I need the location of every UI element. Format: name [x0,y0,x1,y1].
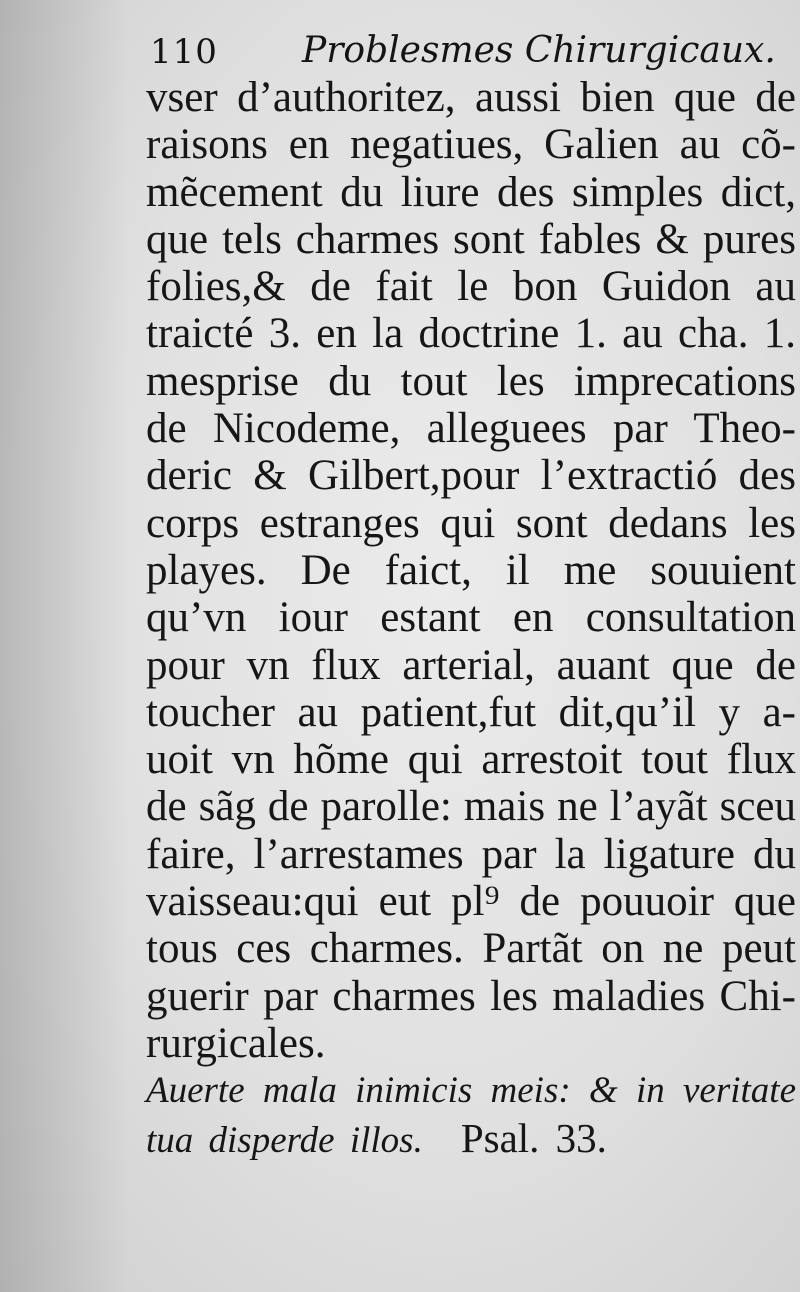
text-line: vaisseau:qui eut pl⁹ de pouuoir que [146,878,796,926]
text-line: faire, l’arrestames par la ligature du [146,830,796,878]
running-title: Problesmes Chirurgicaux. [302,30,776,71]
text-line: corps estranges qui sont dedans les [146,499,796,547]
text-line-final: rurgicales. [146,1019,326,1067]
text-line: vser d’authoritez, aussi bien que de [146,74,796,121]
text-line: playes. De faict, il me souuient [146,546,796,594]
scripture-quote-line-2 [146,1115,796,1162]
text-line: qu’vn iour estant en consultation [146,594,796,642]
text-line: raisons en negatiues, Galien au cõ- [146,121,796,169]
text-line: de Nicodeme, alleguees par Theo- [146,405,796,453]
text-line: que tels charmes sont fables & pures [146,215,796,263]
page-header [150,18,790,80]
text-line: deric & Gilbert,pour l’extractió des [146,452,796,500]
text-line: de sãg de parolle: mais ne l’ayãt sceu [146,783,796,831]
page-number: 110 [150,32,218,72]
scripture-quote-line-1: Auerte mala inimicis meis: & in veritate [146,1070,796,1112]
text-line: traicté 3. en la doctrine 1. au cha. 1. [146,310,796,358]
text-line: toucher au patient,fut dit,qu’il y a- [146,688,796,736]
psalm-reference: Psal. 33. [460,1114,607,1161]
text-line: pour vn flux arterial, auant que de [146,641,796,689]
text-line: uoit vn hõme qui arrestoit tout flux [146,736,796,784]
page-edge-shadow [0,0,130,1292]
body-text [146,74,796,1162]
text-line: tous ces charmes. Partãt on ne peut [146,925,796,973]
text-line: folies,& de fait le bon Guidon au [146,263,796,311]
text-line: mesprise du tout les imprecations [146,357,796,405]
scripture-quote-end: tua disperde illos. [146,1119,423,1161]
text-line: mẽcement du liure des simples dict, [146,168,796,216]
text-line: guerir par charmes les maladies Chi- [146,972,796,1020]
